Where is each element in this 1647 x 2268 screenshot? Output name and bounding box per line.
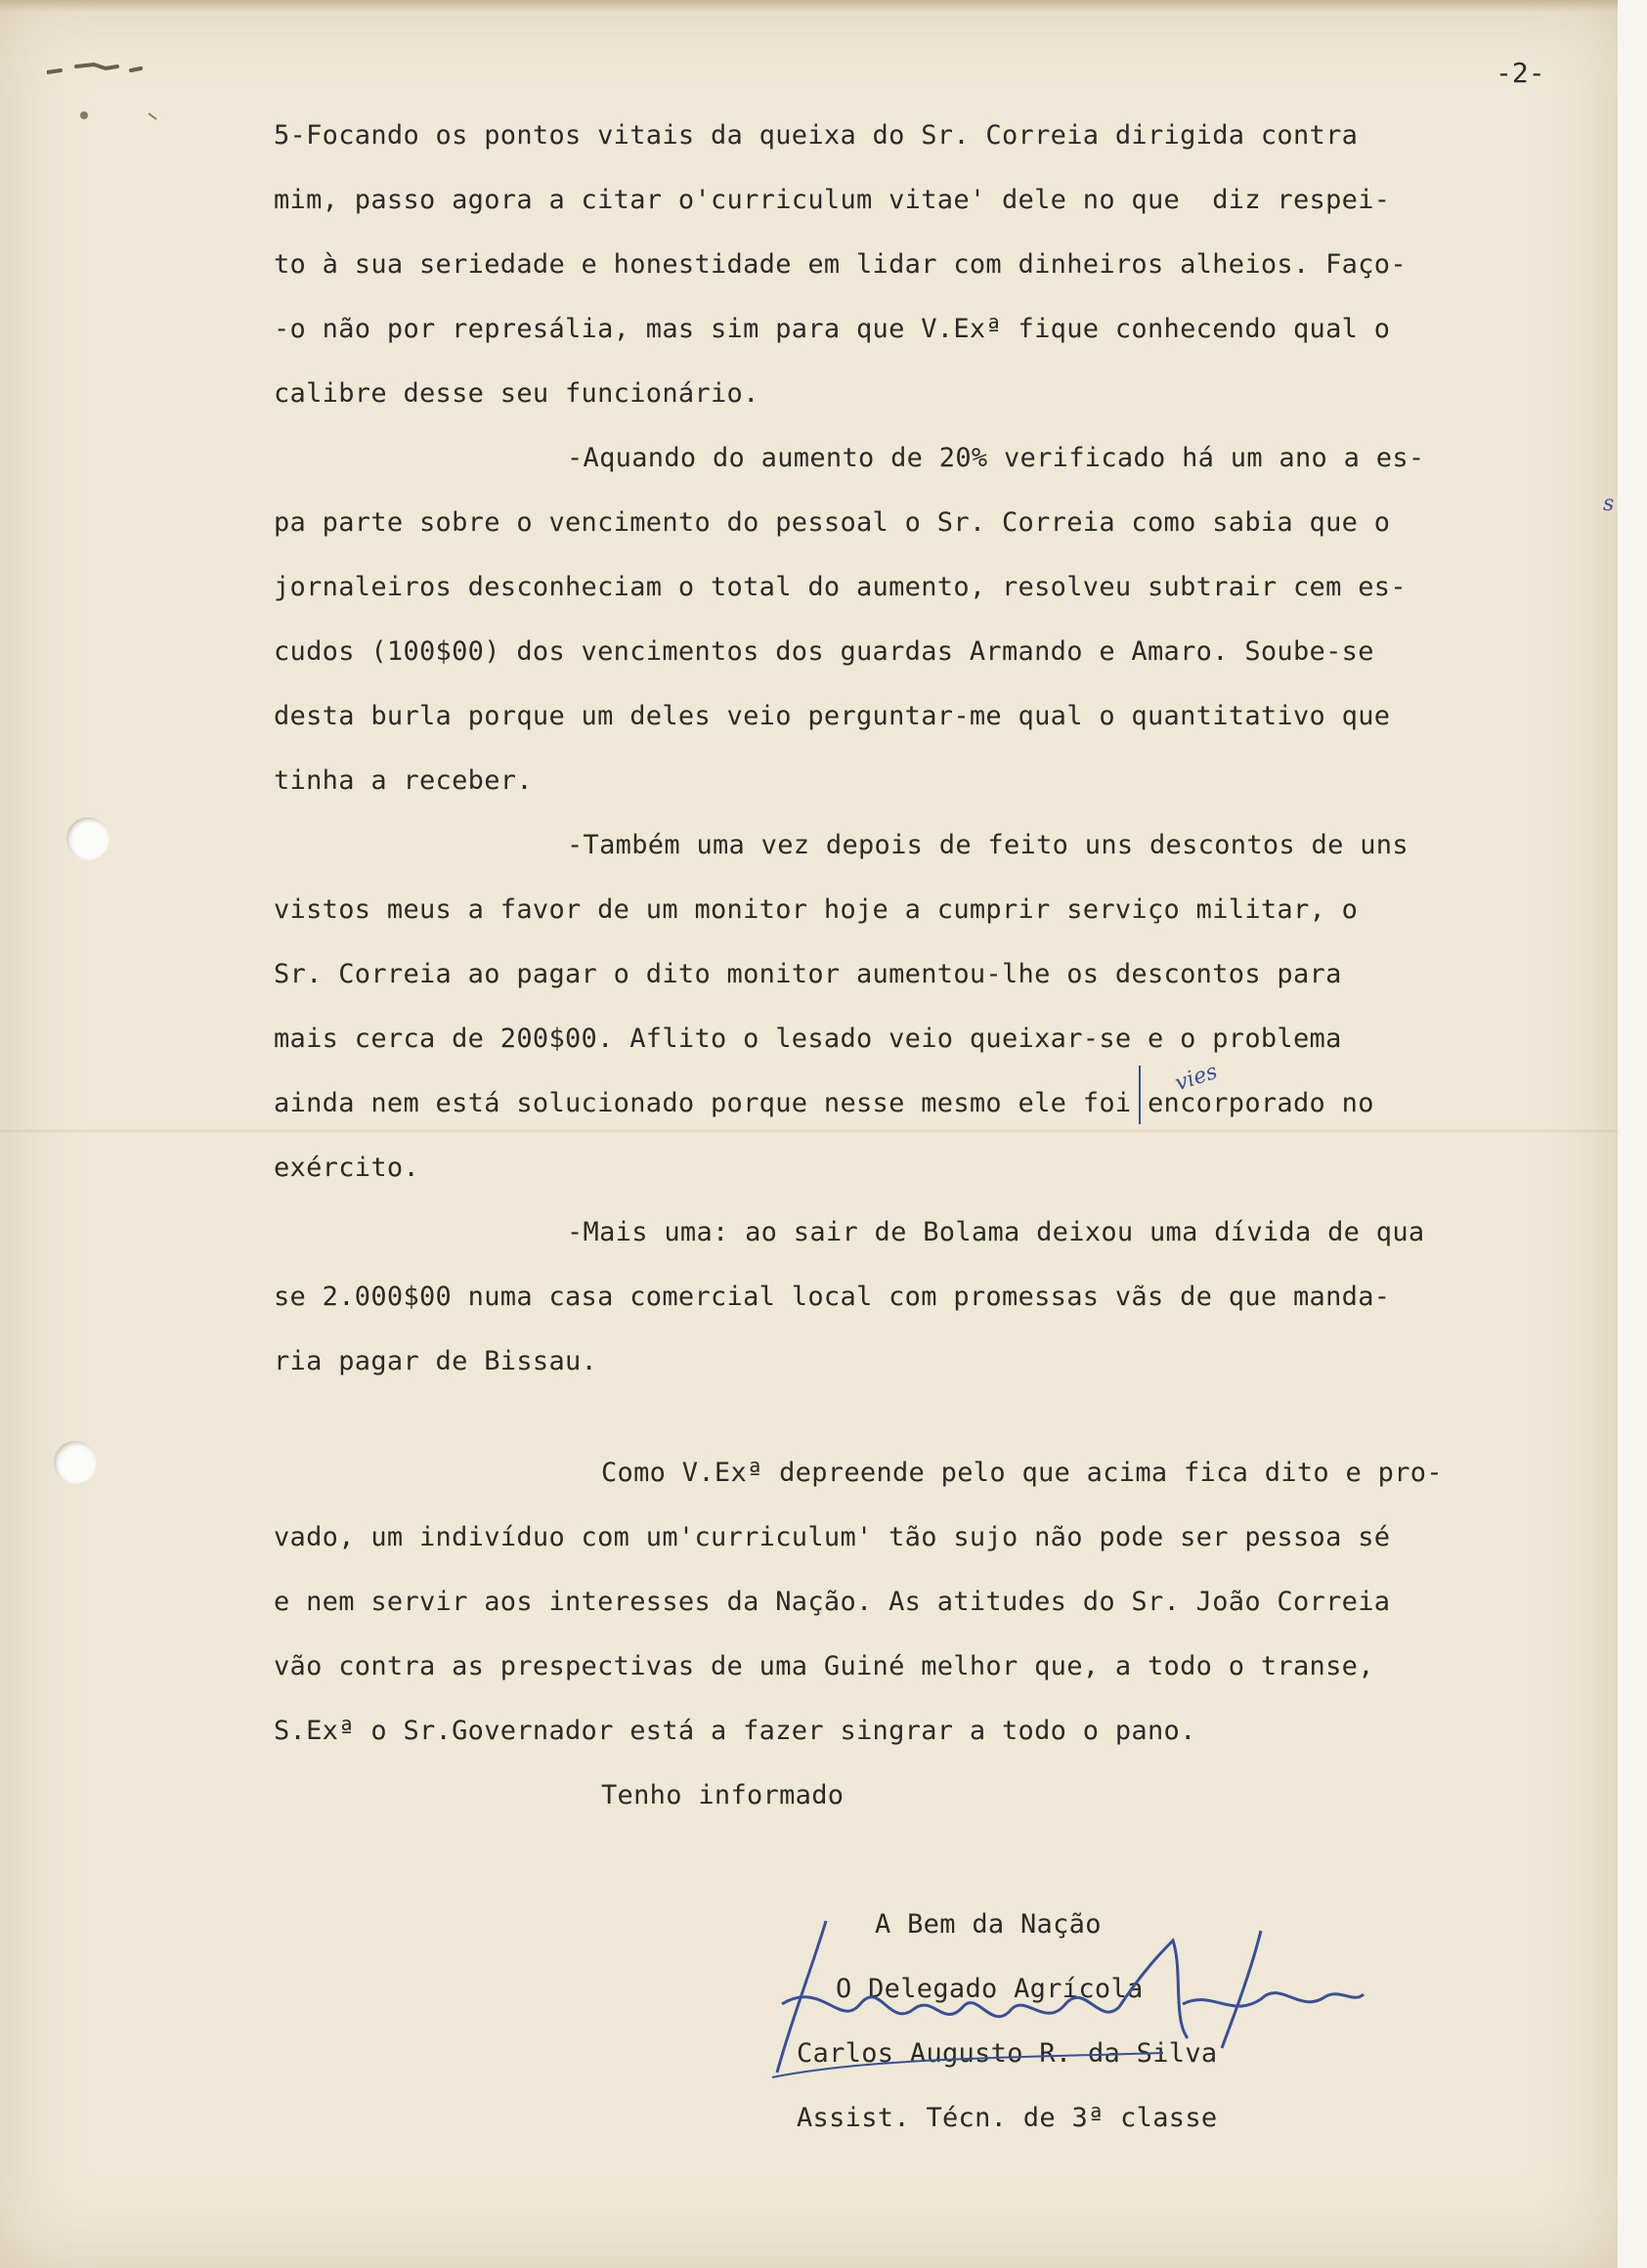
text-line: jornaleiros desconheciam o total do aumento, resolveu subtrair cem es-	[274, 572, 1407, 602]
text-line: desta burla porque um deles veio perguntar-me qual o quantitativo que	[274, 701, 1391, 731]
text-line: -Mais uma: ao sair de Bolama deixou uma dívida de qua	[567, 1217, 1425, 1247]
paper-top-edge	[0, 0, 1618, 12]
text-line: -Aquando do aumento de 20% verificado há um ano a es-	[567, 443, 1425, 473]
text-line: tinha a receber.	[274, 765, 533, 796]
text-line: 5-Focando os pontos vitais da queixa do Sr. Correia dirigida contra	[274, 120, 1359, 151]
signatory-title: O Delegado Agrícola	[836, 1974, 1144, 2004]
text-line: e nem servir aos interesses da Nação. As atitudes do Sr. João Correia	[274, 1587, 1391, 1617]
text-line: mais cerca de 200$00. Aflito o lesado veio queixar-se e o problema	[274, 1024, 1342, 1054]
signatory-name: Carlos Augusto R. da Silva	[797, 2038, 1218, 2069]
text-line: vado, um indivíduo com um'curriculum' tão sujo não pode ser pessoa sé	[274, 1522, 1391, 1552]
salutation: A Bem da Nação	[875, 1909, 1102, 1940]
text-line: to à sua seriedade e honestidade em lidar com dinheiros alheios. Faço-	[274, 249, 1407, 280]
page-number: -2-	[1495, 57, 1545, 89]
text-line: vistos meus a favor de um monitor hoje a cumprir serviço militar, o	[274, 894, 1359, 925]
text-line: S.Exª o Sr.Governador está a fazer singrar a todo o pano.	[274, 1716, 1196, 1746]
ink-smudge-marks	[47, 59, 164, 127]
handwritten-signature	[753, 1911, 1378, 2107]
handwritten-correction: vies	[1172, 1059, 1221, 1097]
closing-line: Tenho informado	[601, 1780, 845, 1810]
punch-hole-top	[66, 817, 109, 860]
correction-stroke	[1139, 1066, 1141, 1124]
text-line: -Também uma vez depois de feito uns descontos de uns	[567, 830, 1409, 860]
text-line: ainda nem está solucionado porque nesse mesmo ele foi encorporado no	[274, 1088, 1374, 1118]
text-line: ria pagar de Bissau.	[274, 1346, 598, 1376]
text-line: -o não por represália, mas sim para que V.Exª fique conhecendo qual o	[274, 314, 1391, 344]
text-line: vão contra as prespectivas de uma Guiné melhor que, a todo o transe,	[274, 1651, 1374, 1681]
punch-hole-bottom	[54, 1441, 97, 1484]
text-line: Sr. Correia ao pagar o dito monitor aumentou-lhe os descontos para	[274, 959, 1342, 989]
text-line: cudos (100$00) dos vencimentos dos guardas Armando e Amaro. Soube-se	[274, 636, 1374, 667]
signatory-rank: Assist. Técn. de 3ª classe	[797, 2103, 1218, 2133]
text-line: se 2.000$00 numa casa comercial local com promessas vãs de que manda-	[274, 1282, 1391, 1312]
handwritten-mark: s	[1603, 492, 1615, 516]
background-edge	[1618, 0, 1647, 2268]
text-line: pa parte sobre o vencimento do pessoal o Sr. Correia como sabia que o	[274, 507, 1391, 538]
text-line: mim, passo agora a citar o'curriculum vitae' dele no que diz respei-	[274, 185, 1391, 215]
text-line: exército.	[274, 1153, 419, 1183]
text-line: calibre desse seu funcionário.	[274, 378, 759, 409]
text-line: Como V.Exª depreende pelo que acima fica dito e pro-	[601, 1458, 1443, 1488]
